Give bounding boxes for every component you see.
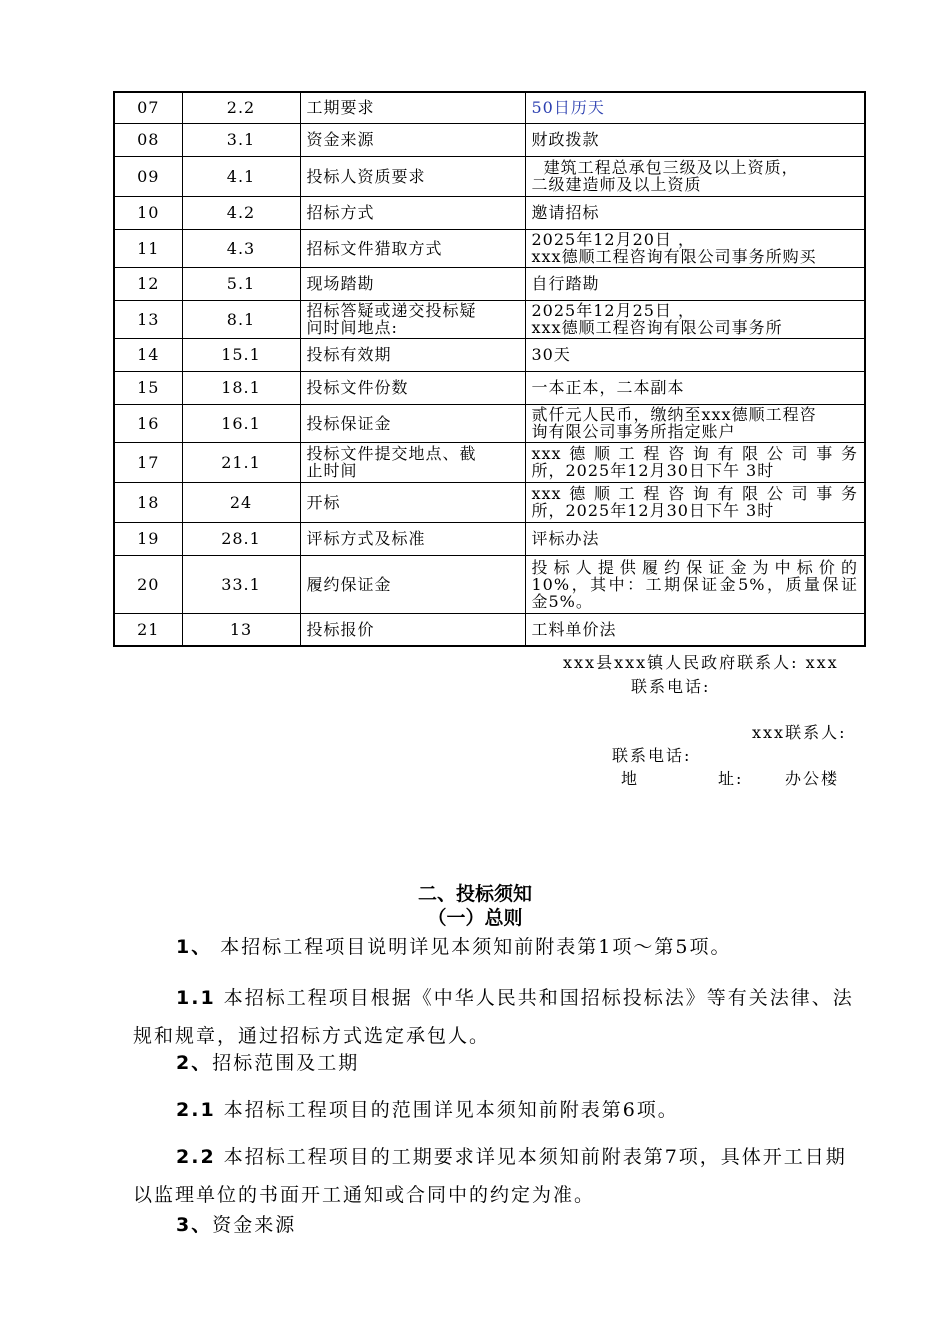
clause-number: 18.1 bbox=[182, 371, 300, 404]
item-content-line: 2025年12月25日 ， bbox=[531, 301, 696, 320]
clause-number: 13 bbox=[182, 613, 300, 646]
contact-township-phone: 联系电话: bbox=[631, 677, 711, 696]
address-label-char2: 址: bbox=[718, 769, 744, 788]
table-row bbox=[114, 123, 865, 156]
paragraph-1-1 bbox=[133, 979, 861, 1055]
paragraph-3-number: 3、 bbox=[176, 1214, 213, 1236]
clause-number: 21.1 bbox=[182, 442, 300, 482]
address-label-char1: 地 bbox=[621, 769, 640, 788]
paragraph-1-1-number: 1.1 bbox=[176, 987, 216, 1009]
table-row bbox=[114, 196, 865, 229]
item-content-cell bbox=[525, 442, 865, 482]
row-number: 11 bbox=[114, 229, 182, 267]
item-content-line: xxx德顺工程咨询有限公司事务 bbox=[531, 444, 858, 463]
clause-number: 4.3 bbox=[182, 229, 300, 267]
address-value: 办公楼 bbox=[785, 769, 840, 788]
item-content: 自行踏勘 bbox=[525, 267, 865, 300]
item-content-line: 2025年12月20日 ， bbox=[531, 230, 696, 249]
item-name-line: 投标文件提交地点、截 bbox=[306, 444, 477, 463]
contact-township: xxx县xxx镇人民政府联系人: xxx bbox=[563, 653, 839, 672]
paragraph-2 bbox=[133, 1045, 861, 1081]
row-number: 18 bbox=[114, 482, 182, 522]
item-content-cell bbox=[525, 300, 865, 338]
bid-info-table-body bbox=[114, 92, 865, 646]
table-row bbox=[114, 482, 865, 522]
item-content: 30天 bbox=[525, 338, 865, 371]
table-row bbox=[114, 338, 865, 371]
row-number: 07 bbox=[114, 92, 182, 123]
item-name: 招标文件猎取方式 bbox=[300, 229, 525, 267]
item-content: 工料单价法 bbox=[525, 613, 865, 646]
row-number: 16 bbox=[114, 404, 182, 442]
paragraph-3 bbox=[133, 1207, 861, 1243]
paragraph-2-2-number: 2.2 bbox=[176, 1146, 216, 1168]
clause-number: 16.1 bbox=[182, 404, 300, 442]
table-row bbox=[114, 522, 865, 555]
paragraph-1-number: 1、 bbox=[176, 936, 213, 958]
item-content-line: 所，2025年12月30日下午 3时 bbox=[531, 501, 775, 520]
paragraph-1 bbox=[133, 929, 861, 965]
row-number: 21 bbox=[114, 613, 182, 646]
section-title: 二、投标须知 bbox=[417, 883, 532, 905]
clause-number: 3.1 bbox=[182, 123, 300, 156]
row-number: 14 bbox=[114, 338, 182, 371]
row-number: 15 bbox=[114, 371, 182, 404]
item-content-cell bbox=[525, 482, 865, 522]
item-name: 评标方式及标准 bbox=[300, 522, 525, 555]
item-name: 履约保证金 bbox=[300, 555, 525, 613]
clause-number: 15.1 bbox=[182, 338, 300, 371]
paragraph-2-2 bbox=[133, 1138, 861, 1214]
paragraph-1-text: 本招标工程项目说明详见本须知前附表第1项～第5项。 bbox=[212, 936, 732, 958]
table-row bbox=[114, 267, 865, 300]
row-number: 08 bbox=[114, 123, 182, 156]
table-row bbox=[114, 300, 865, 338]
paragraph-2-text: 招标范围及工期 bbox=[212, 1052, 360, 1074]
paragraph-2-1 bbox=[133, 1092, 861, 1128]
item-content-line: 金5%。 bbox=[531, 591, 593, 611]
item-name-cell bbox=[300, 300, 525, 338]
table-row bbox=[114, 404, 865, 442]
table-row bbox=[114, 442, 865, 482]
item-name: 资金来源 bbox=[300, 123, 525, 156]
item-name: 招标方式 bbox=[300, 196, 525, 229]
item-content-line: xxx德顺工程咨询有限公司事务所购买 bbox=[531, 247, 817, 266]
item-content-line: 二级建造师及以上资质 bbox=[531, 175, 702, 194]
item-content-line: 贰仟元人民币，缴纳至xxx德顺工程咨 bbox=[531, 405, 817, 424]
item-name: 投标文件份数 bbox=[300, 371, 525, 404]
row-number: 17 bbox=[114, 442, 182, 482]
item-content-line: 10%，其中：工期保证金5%，质量保证 bbox=[531, 574, 858, 594]
item-content-line: 建筑工程总承包三级及以上资质， bbox=[531, 158, 799, 177]
item-content-line: xxx德顺工程咨询有限公司事务所 bbox=[531, 318, 783, 337]
item-name-line: 问时间地点: bbox=[306, 318, 398, 337]
paragraph-2-1-text: 本招标工程项目的范围详见本须知前附表第6项。 bbox=[215, 1099, 679, 1121]
table-row bbox=[114, 613, 865, 646]
item-content: 财政拨款 bbox=[525, 123, 865, 156]
row-number: 20 bbox=[114, 555, 182, 613]
clause-number: 24 bbox=[182, 482, 300, 522]
clause-number: 8.1 bbox=[182, 300, 300, 338]
item-content-line: 询有限公司事务所指定账户 bbox=[531, 422, 736, 441]
item-name-cell bbox=[300, 442, 525, 482]
item-name: 工期要求 bbox=[300, 92, 525, 123]
table-row bbox=[114, 371, 865, 404]
contact-agency-phone: 联系电话: bbox=[612, 746, 692, 765]
item-content-cell bbox=[525, 156, 865, 196]
row-number: 10 bbox=[114, 196, 182, 229]
table-row bbox=[114, 555, 865, 613]
item-name: 投标有效期 bbox=[300, 338, 525, 371]
item-name-line: 招标答疑或递交投标疑 bbox=[306, 301, 477, 320]
row-number: 09 bbox=[114, 156, 182, 196]
item-content-line: 投标人提供履约保证金为中标价的 bbox=[531, 557, 858, 577]
item-name: 现场踏勘 bbox=[300, 267, 525, 300]
item-content: 50日历天 bbox=[525, 92, 865, 123]
item-name-line: 止时间 bbox=[306, 461, 358, 480]
item-content: 一本正本，二本副本 bbox=[525, 371, 865, 404]
paragraph-3-text: 资金来源 bbox=[212, 1214, 297, 1236]
item-content: 评标办法 bbox=[525, 522, 865, 555]
paragraph-2-1-number: 2.1 bbox=[176, 1099, 216, 1121]
clause-number: 4.2 bbox=[182, 196, 300, 229]
table-row bbox=[114, 156, 865, 196]
item-name: 投标保证金 bbox=[300, 404, 525, 442]
contact-agency: xxx联系人: bbox=[752, 723, 847, 742]
bid-info-table bbox=[113, 91, 866, 647]
table-row bbox=[114, 229, 865, 267]
item-name: 投标报价 bbox=[300, 613, 525, 646]
section-subtitle: （一）总则 bbox=[427, 907, 523, 929]
clause-number: 5.1 bbox=[182, 267, 300, 300]
item-name: 投标人资质要求 bbox=[300, 156, 525, 196]
item-content-line: xxx德顺工程咨询有限公司事务 bbox=[531, 484, 858, 503]
item-content-line: 所，2025年12月30日下午 3时 bbox=[531, 461, 775, 480]
clause-number: 4.1 bbox=[182, 156, 300, 196]
row-number: 12 bbox=[114, 267, 182, 300]
paragraph-2-number: 2、 bbox=[176, 1052, 213, 1074]
row-number: 19 bbox=[114, 522, 182, 555]
paragraph-2-2-text: 本招标工程项目的工期要求详见本须知前附表第7项，具体开工日期以监理单位的书面开工通知或合同中的约定为准。 bbox=[133, 1146, 847, 1206]
clause-number: 33.1 bbox=[182, 555, 300, 613]
clause-number: 28.1 bbox=[182, 522, 300, 555]
paragraph-1-1-text: 本招标工程项目根据《中华人民共和国招标投标法》等有关法律、法规和规章，通过招标方式选定承包人。 bbox=[133, 987, 854, 1047]
item-content-cell bbox=[525, 229, 865, 267]
item-content-cell bbox=[525, 404, 865, 442]
clause-number: 2.2 bbox=[182, 92, 300, 123]
table-row bbox=[114, 92, 865, 123]
item-name: 开标 bbox=[300, 482, 525, 522]
row-number: 13 bbox=[114, 300, 182, 338]
item-content-cell bbox=[525, 555, 865, 613]
item-content: 邀请招标 bbox=[525, 196, 865, 229]
